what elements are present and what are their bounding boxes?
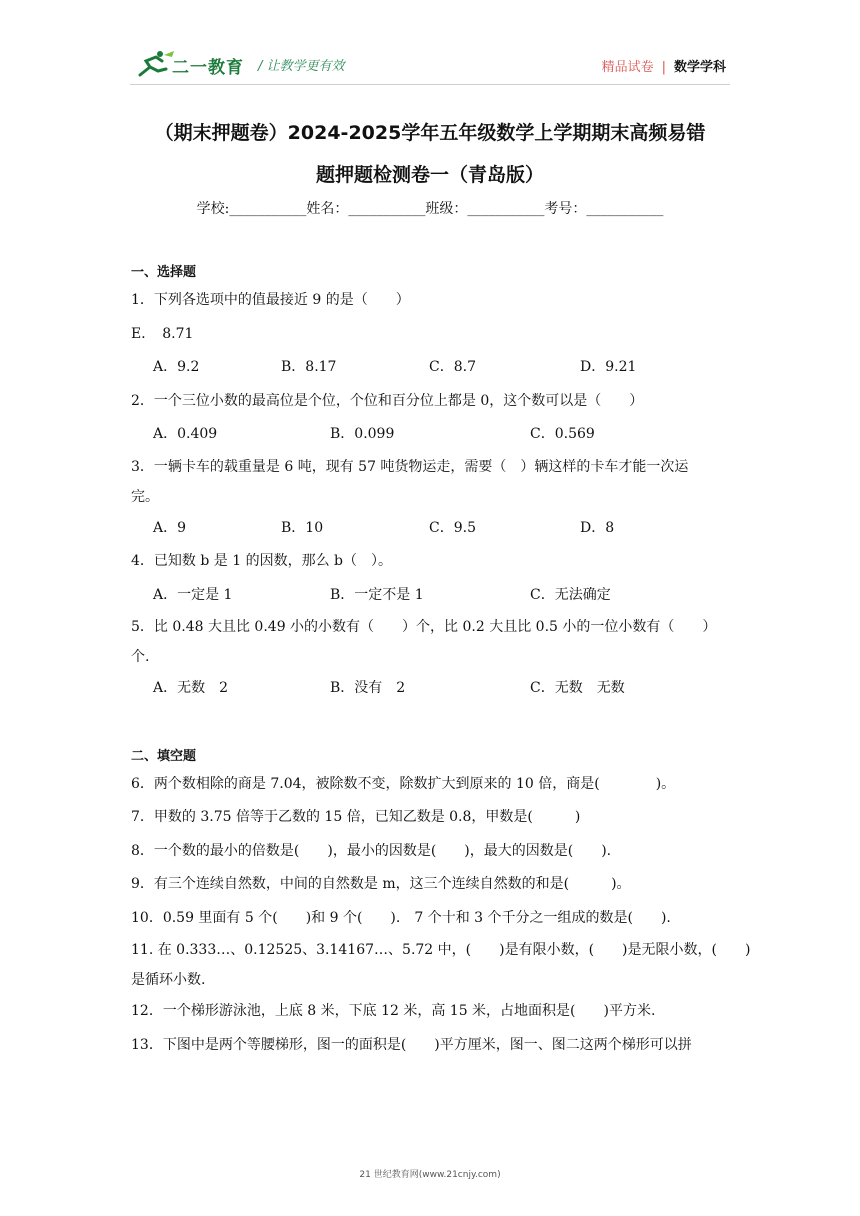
page-title-line1: （期末押题卷）2024-2025学年五年级数学上学期期末高频易错 — [154, 122, 706, 144]
page-header — [0, 0, 860, 100]
question-4-options — [131, 579, 731, 613]
option-b[interactable]: B．没有 2 — [330, 680, 406, 696]
question-13: 13．下图中是两个等腰梯形，图一的面积是( )平方厘米，图一、图二这两个梯形可以拼 — [131, 1036, 692, 1053]
section-heading-choice: 一、选择题 — [131, 265, 197, 280]
question-1: 1．下列各选项中的值最接近 9 的是（ ） — [131, 292, 410, 308]
question-2-options — [131, 418, 731, 452]
option-c[interactable]: C．无数 无数 — [530, 680, 625, 696]
question-6: 6．两个数相除的商是 7.04，被除数不变，除数扩大到原来的 10 倍，商是( )。 — [131, 775, 676, 792]
tag-premium: 精品试卷 — [601, 60, 654, 75]
header-divider — [130, 84, 730, 85]
question-7: 7．甲数的 3.75 倍等于乙数的 15 倍，已知乙数是 0.8，甲数是( ) — [131, 809, 581, 825]
question-11: 11. 在 0.333…、0.12525、3.14167…、5.72 中，( )是有限小数，( )是无限小数，( ) — [131, 942, 751, 958]
option-c[interactable]: C．8.7 — [429, 359, 476, 375]
option-b[interactable]: B．10 — [281, 519, 324, 536]
question-5-cont: 个. — [131, 649, 150, 665]
question-5-options — [131, 672, 731, 706]
option-c[interactable]: C．无法确定 — [530, 586, 611, 603]
question-9: 9．有三个连续自然数，中间的自然数是 m，这三个连续自然数的和是( )。 — [131, 876, 631, 892]
question-3-options — [131, 512, 731, 546]
exam-content — [131, 262, 751, 1062]
slogan: / 让教学更有效 — [258, 59, 345, 74]
page-footer: 21 世纪教育网(www.21cnjy.com) — [359, 1170, 501, 1180]
option-c[interactable]: C．9.5 — [429, 519, 476, 536]
option-a[interactable]: A．一定是 1 — [153, 586, 233, 603]
question-1-options — [131, 351, 731, 385]
option-a[interactable]: A．9 — [153, 519, 187, 536]
section-heading-fill: 二、填空题 — [131, 748, 197, 764]
header-tags — [602, 56, 726, 75]
question-2: 2．一个三位小数的最高位是个位，个位和百分位上都是 0，这个数可以是（ ） — [131, 392, 644, 409]
option-d[interactable]: D．8 — [580, 519, 615, 536]
option-a[interactable]: A．无数 2 — [153, 680, 229, 696]
runner-logo-icon — [136, 49, 176, 79]
option-c[interactable]: C．0.569 — [530, 426, 595, 442]
option-b[interactable]: B．一定不是 1 — [330, 586, 424, 603]
tag-subject: 数学学科 — [673, 60, 726, 75]
section-gap — [131, 706, 731, 746]
student-info-line: 学校:___________姓名：___________班级：___________考号：___________ — [196, 201, 664, 217]
question-8: 8．一个数的最小的倍数是( )，最小的因数是( )，最大的因数是( ). — [131, 842, 612, 859]
question-1-extra: E． 8.71 — [131, 325, 194, 342]
option-b[interactable]: B．0.099 — [330, 426, 395, 442]
page-title-line2: 题押题检测卷一（青岛版） — [315, 164, 544, 186]
question-10: 10．0.59 里面有 5 个( )和 9 个( ). 7 个十和 3 个千分之一组成的数是( ). — [131, 909, 671, 926]
option-b[interactable]: B．8.17 — [281, 359, 337, 375]
question-3: 3．一辆卡车的载重量是 6 吨，现有 57 吨货物运走，需要（ ）辆这样的卡车才能一次运 — [131, 458, 689, 475]
logo-text: 二一教育 — [172, 58, 244, 78]
option-a[interactable]: A．9.2 — [153, 359, 200, 375]
option-d[interactable]: D．9.21 — [580, 359, 637, 375]
tag-separator: | — [661, 60, 666, 75]
option-a[interactable]: A．0.409 — [153, 426, 218, 442]
question-4: 4．已知数 b 是 1 的因数，那么 b（ ）。 — [131, 553, 392, 569]
question-3-cont: 完。 — [131, 488, 159, 505]
question-5: 5．比 0.48 大且比 0.49 小的小数有（ ）个，比 0.2 大且比 0.5 小的一位小数有（ ） — [131, 619, 717, 635]
question-11-cont: 是循环小数. — [131, 972, 206, 988]
question-12: 12．一个梯形游泳池，上底 8 米，下底 12 米，高 15 米，占地面积是( )平方米. — [131, 1003, 656, 1019]
